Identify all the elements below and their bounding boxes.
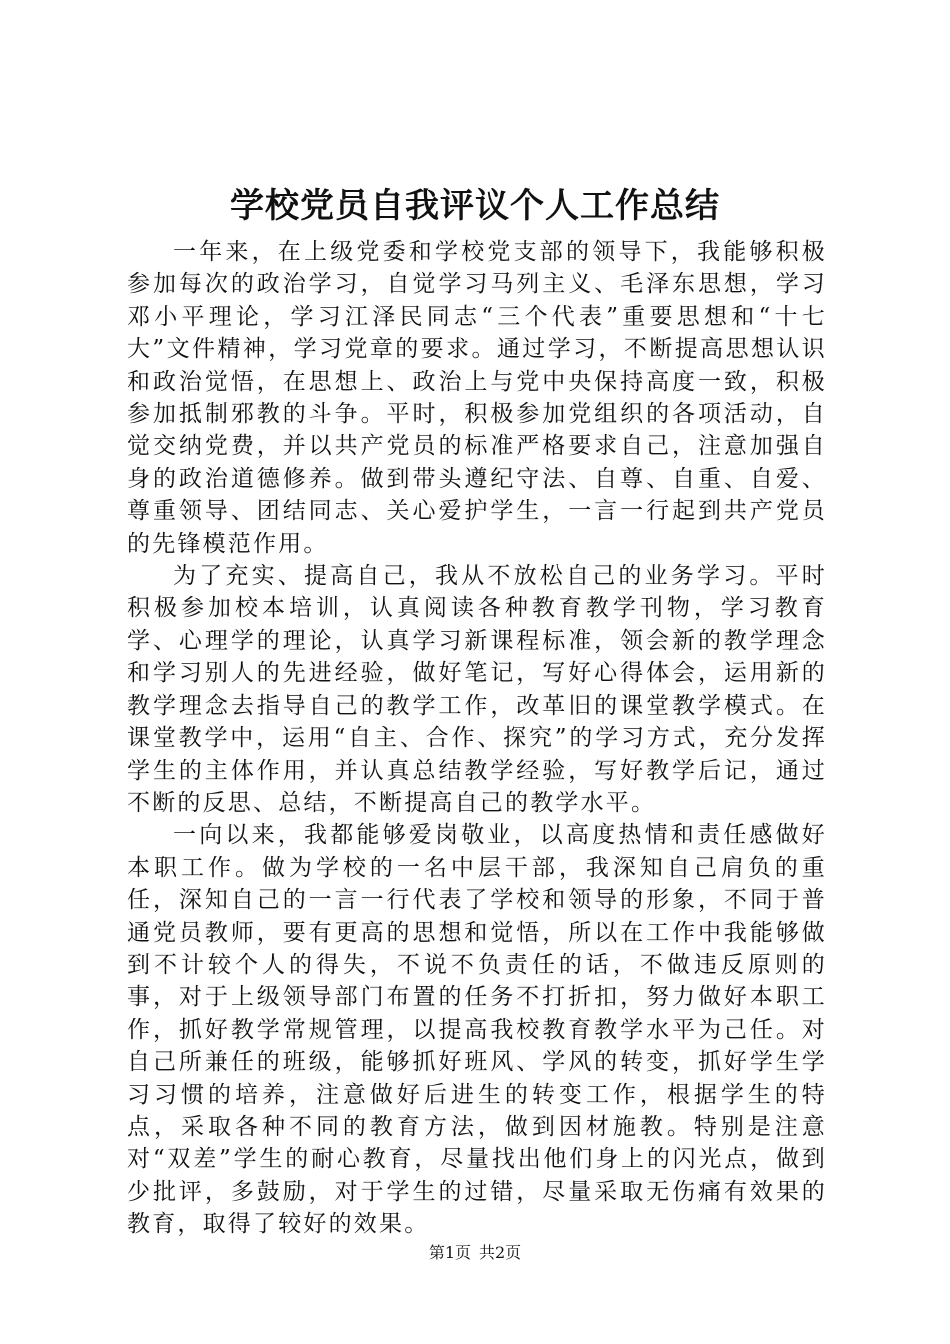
paragraph-1: 一年来，在上级党委和学校党支部的领导下，我能够积极参加每次的政治学习，自觉学习马列主义、毛泽东思想，学习邓小平理论，学习江泽民同志“三个代表”重要思想和“十七大”文件精神，学习党章的要求。通过学习，不断提高思想认识和政治觉悟，在思想上、政治上与党中央保持高度一致，积极参加抵制邪教的斗争。平时，积极参加党组织的各项活动，自觉交纳党费，并以共产党员的标准严格要求自己，注意加强自身的政治道德修养。做到带头遵纪守法、自尊、自重、自爱、尊重领导、团结同志、关心爱护学生，一言一行起到共产党员的先锋模范作用。 [127, 239, 827, 557]
page-footer [0, 1243, 950, 1263]
document-body [127, 236, 827, 1241]
page-number: 第1页 [428, 1243, 471, 1262]
page-total: 共2页 [479, 1243, 522, 1262]
paragraph-3: 一向以来，我都能够爱岗敬业，以高度热情和责任感做好本职工作。做为学校的一名中层干部，我深知自己肩负的重任，深知自己的一言一行代表了学校和领导的形象，不同于普通党员教师，要有更高的思想和觉悟，所以在工作中我能够做到不计较个人的得失，不说不负责任的话，不做违反原则的事，对于上级领导部门布置的任务不打折扣，努力做好本职工作，抓好教学常规管理，以提高我校教育教学水平为己任。对自己所兼任的班级，能够抓好班风、学风的转变，抓好学生学习习惯的培养，注意做好后进生的转变工作，根据学生的特点，采取各种不同的教育方法，做到因材施教。特别是注意对“双差”学生的耐心教育，尽量找出他们身上的闪光点，做到少批评，多鼓励，对于学生的过错，尽量采取无伤痛有效果的教育，取得了较好的效果。 [127, 822, 827, 1238]
document-title: 学校党员自我评议个人工作总结 [230, 186, 720, 226]
paragraph-2: 为了充实、提高自己，我从不放松自己的业务学习。平时积极参加校本培训，认真阅读各种教育教学刊物，学习教育学、心理学的理论，认真学习新课程标准，领会新的教学理念和学习别人的先进经验，做好笔记，写好心得体会，运用新的教学理念去指导自己的教学工作，改革旧的课堂教学模式。在课堂教学中，运用“自主、合作、探究”的学习方式，充分发挥学生的主体作用，并认真总结教学经验，写好教学后记，通过不断的反思、总结，不断提高自己的教学水平。 [127, 563, 827, 816]
